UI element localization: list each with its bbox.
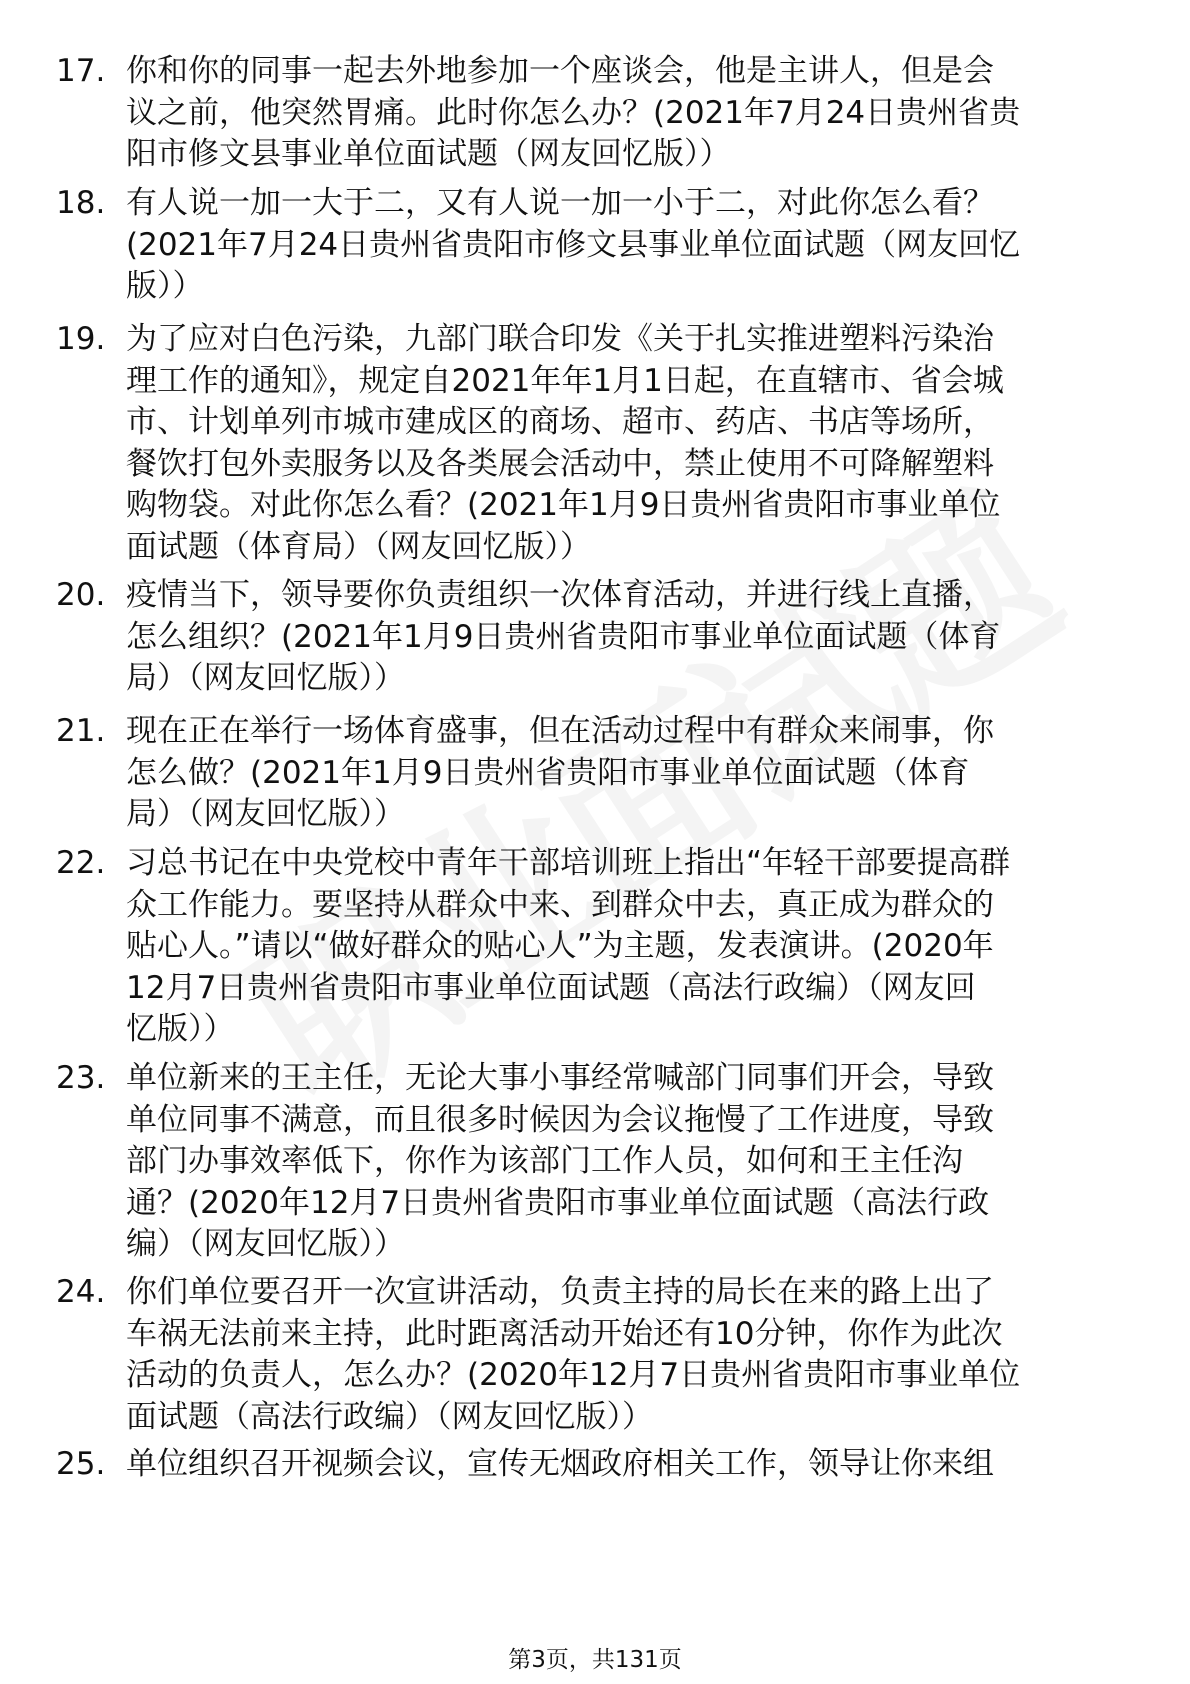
question-text [126, 319, 1166, 568]
question-line: 单位新来的王主任，无论大事小事经常喊部门同事们开会，导致 [126, 1060, 994, 1096]
question-line: 理工作的通知》，规定自2021年年1月1日起，在直辖市、省会城 [126, 362, 1004, 399]
question-text [126, 1272, 1166, 1438]
question-line: 12月7日贵州省贵阳市事业单位面试题（高法行政编）（网友回 [126, 969, 976, 1006]
question-line: 忆版）） [126, 1011, 235, 1047]
question-line: 为了应对白色污染，九部门联合印发《关于扎实推进塑料污染治 [126, 321, 994, 357]
question-line: 局）（网友回忆版）） [126, 660, 405, 696]
page-number-footer: 第3页，共131页 [508, 1647, 682, 1673]
question-number: 17. [56, 53, 106, 89]
question-line: 你和你的同事一起去外地参加一个座谈会，他是主讲人，但是会 [126, 53, 994, 89]
question-line: 版）） [126, 268, 204, 304]
question-line: 怎么做？(2021年1月9日贵州省贵阳市事业单位面试题（体育 [126, 754, 970, 791]
question-line: 有人说一加一大于二，又有人说一加一小于二，对此你怎么看？ [126, 185, 994, 221]
question-line: 单位同事不满意，而且很多时候因为会议拖慢了工作进度，导致 [126, 1101, 994, 1138]
question-line: 部门办事效率低下，你作为该部门工作人员，如何和王主任沟 [126, 1143, 963, 1179]
question-text [126, 575, 1166, 700]
question-line: (2021年7月24日贵州省贵阳市修文县事业单位面试题（网友回忆 [126, 226, 1021, 263]
question-number: 20. [56, 577, 106, 613]
question-line: 你们单位要召开一次宣讲活动，负责主持的局长在来的路上出了 [126, 1274, 994, 1310]
question-line: 编）（网友回忆版）） [126, 1226, 405, 1262]
question-line: 众工作能力。要坚持从群众中来、到群众中去，真正成为群众的 [126, 886, 994, 923]
question-number: 22. [56, 845, 106, 881]
question-line: 局）（网友回忆版）） [126, 796, 405, 832]
question-line: 现在正在举行一场体育盛事，但在活动过程中有群众来闹事，你 [126, 713, 994, 749]
question-text [126, 183, 1166, 308]
question-line: 通？(2020年12月7日贵州省贵阳市事业单位面试题（高法行政 [126, 1184, 990, 1221]
question-text [126, 1058, 1166, 1266]
question-line: 怎么组织？(2021年1月9日贵州省贵阳市事业单位面试题（体育 [126, 618, 1001, 655]
question-line: 面试题（体育局）（网友回忆版）） [126, 528, 591, 565]
question-line: 活动的负责人，怎么办？(2020年12月7日贵州省贵阳市事业单位 [126, 1357, 1021, 1393]
question-line: 疫情当下，领导要你负责组织一次体育活动，并进行线上直播， [126, 577, 994, 613]
question-line: 阳市修文县事业单位面试题（网友回忆版）） [126, 136, 731, 172]
question-line: 餐饮打包外卖服务以及各类展会活动中，禁止使用不可降解塑料 [126, 445, 994, 482]
question-line: 单位组织召开视频会议，宣传无烟政府相关工作，领导让你来组 [126, 1446, 994, 1482]
question-line: 习总书记在中央党校中青年干部培训班上指出“年轻干部要提高群 [126, 845, 1011, 881]
question-number: 19. [56, 321, 106, 357]
question-text [126, 843, 1166, 1051]
question-number: 25. [56, 1446, 106, 1482]
question-line: 面试题（高法行政编）（网友回忆版）） [126, 1398, 653, 1435]
question-line: 购物袋。对此你怎么看？(2021年1月9日贵州省贵阳市事业单位 [126, 487, 1001, 523]
question-line: 车祸无法前来主持，此时距离活动开始还有10分钟，你作为此次 [126, 1315, 1003, 1352]
question-text [126, 711, 1166, 836]
question-text [126, 51, 1166, 176]
question-number: 24. [56, 1274, 106, 1310]
question-number: 18. [56, 185, 106, 221]
question-line: 议之前，他突然胃痛。此时你怎么办？(2021年7月24日贵州省贵 [126, 94, 1021, 131]
question-number: 23. [56, 1060, 106, 1096]
question-line: 贴心人。”请以“做好群众的贴心人”为主题，发表演讲。(2020年 [126, 928, 994, 964]
question-line: 市、计划单列市城市建成区的商场、超市、药店、书店等场所， [126, 404, 994, 440]
question-text [126, 1444, 1166, 1486]
question-number: 21. [56, 713, 106, 749]
